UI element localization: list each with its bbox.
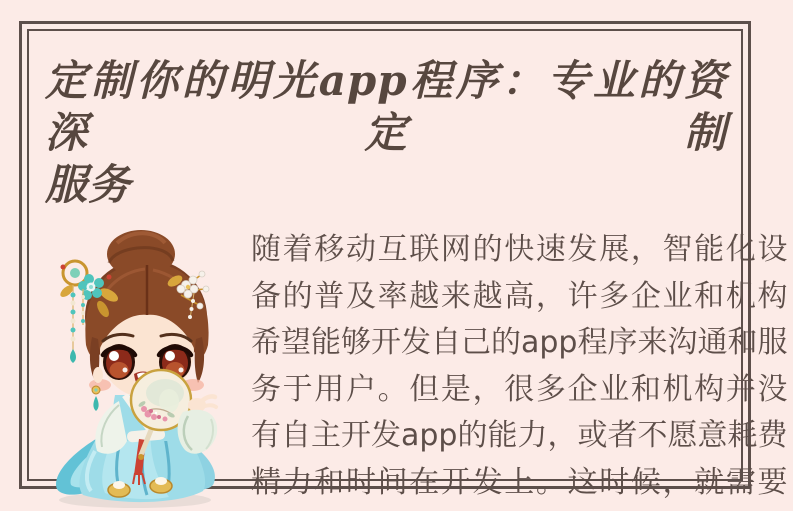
article-paragraph [249, 215, 793, 511]
article-body [45, 215, 788, 511]
paragraph-line: 希望能够开发自己的app程序来沟通和服 [251, 325, 788, 360]
paragraph-line: 务于用户。但是，很多企业和机构并没 [251, 371, 788, 407]
paragraph-line: 精力和时间在开发上。这时候，就需要 [251, 464, 788, 500]
page-title-line-1: 定制你的明光app程序：专业的资深定制 [45, 56, 727, 157]
paragraph-line: 备的普及率越来越高，许多企业和机构 [251, 278, 788, 314]
page-frame-inner [27, 29, 788, 500]
left-eye [103, 344, 135, 380]
page-title-line-2: 服务 [45, 160, 132, 209]
paragraph-line: 有自主开发app的能力，或者不愿意耗费 [251, 418, 788, 453]
paragraph-line: 随着移动互联网的快速发展，智能化设 [251, 232, 788, 267]
page-frame-outer [19, 21, 788, 500]
page-title [45, 55, 729, 211]
illustration-column [45, 215, 249, 511]
hanfu-girl-illustration [45, 223, 245, 511]
